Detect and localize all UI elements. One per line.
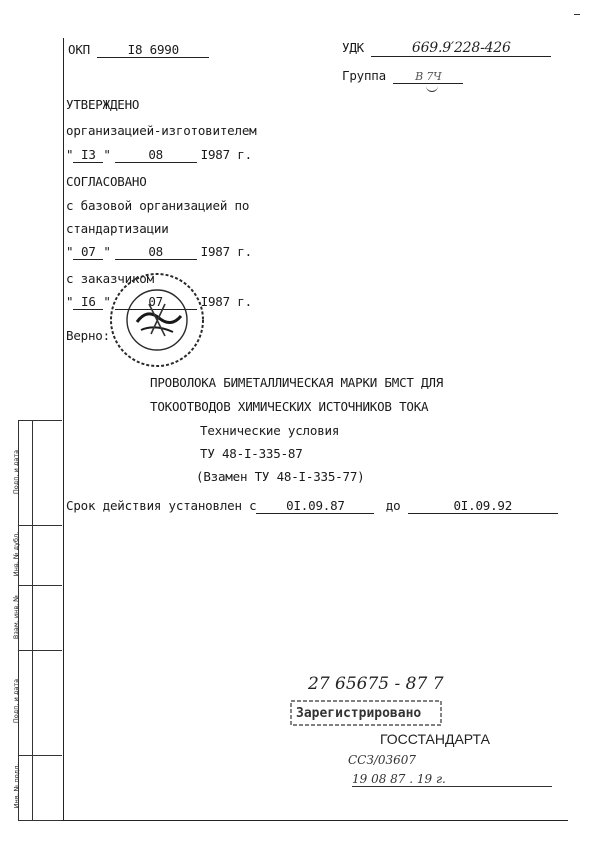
agreed-by-line2: стандартизации (66, 221, 169, 236)
validity-to-label: до (385, 498, 401, 513)
approved-title: УТВЕРЖДЕНО (66, 97, 140, 112)
registration-number: 27 65675 - 87 7 (308, 674, 444, 694)
approved-month: 08 (115, 147, 197, 163)
udk-line (342, 40, 551, 57)
registration-date: 19 08 87 . 19 г. (352, 772, 552, 787)
title-line5: (Взамен ТУ 48-I-335-77) (196, 469, 365, 484)
title-line3: Технические условия (200, 423, 340, 438)
side-label-replace-inv: Взам. инв. № (12, 594, 21, 640)
registration-line2: ГОССТАНДАРТА (380, 731, 490, 747)
customer-month: 07 (115, 294, 197, 310)
frame-left-border (63, 38, 64, 820)
customer-year: I987 г. (200, 294, 252, 309)
side-label-orig-inv: Инв. № подл. (12, 763, 21, 809)
validity-from: 0I.09.87 (256, 498, 374, 514)
validity-line (66, 498, 558, 514)
customer-date: " I6 " 07 I987 г. (66, 294, 252, 309)
agreed-day: 07 (73, 244, 103, 260)
validity-label: Срок действия установлен с (66, 498, 257, 513)
title-line4: ТУ 48-I-335-87 (200, 446, 303, 461)
okp-line (68, 42, 209, 58)
side-label-sign-date-2: Подп. и дата (12, 678, 21, 724)
group-line (342, 68, 463, 84)
group-label: Группа (342, 68, 386, 83)
frame-bottom-border (28, 820, 568, 821)
verno-label: Верно: (66, 328, 110, 343)
side-label-dup-inv: Инв. № дубл. (12, 531, 21, 577)
side-label-sign-date-1: Подп. и дата (12, 449, 21, 495)
registration-stamp (290, 674, 558, 790)
customer-day: I6 (73, 294, 103, 310)
group-tick-mark (426, 86, 438, 92)
title-line2: ТОКООТВОДОВ ХИМИЧЕСКИХ ИСТОЧНИКОВ ТОКА (150, 399, 429, 414)
udk-label: УДК (342, 40, 364, 55)
approved-day: I3 (73, 147, 103, 163)
registration-code: ССЗ/03607 (348, 753, 417, 767)
title-line1: ПРОВОЛОКА БИМЕТАЛЛИЧЕСКАЯ МАРКИ БМСТ ДЛЯ (150, 375, 444, 390)
approved-year: I987 г. (200, 147, 252, 162)
validity-to: 0I.09.92 (408, 498, 558, 514)
agreed-date: " 07 " 08 I987 г. (66, 244, 252, 259)
round-seal-stamp (107, 270, 207, 370)
approved-date: " I3 " 08 I987 г. (66, 147, 252, 162)
customer-label: с заказчиком (66, 271, 154, 286)
agreed-title: СОГЛАСОВАНО (66, 174, 147, 189)
corner-mark (574, 14, 580, 15)
side-stamp-table (12, 420, 62, 820)
okp-value: I8 6990 (97, 42, 209, 58)
agreed-year: I987 г. (200, 244, 252, 259)
group-value: В 7Ч (393, 70, 463, 84)
udk-value: 669.9′228-426 (371, 40, 551, 57)
okp-label: ОКП (68, 42, 90, 57)
agreed-month: 08 (115, 244, 197, 260)
agreed-by-line1: с базовой организацией по (66, 198, 250, 213)
approved-by: организацией-изготовителем (66, 123, 257, 138)
registration-line1: Зарегистрировано (296, 706, 422, 721)
